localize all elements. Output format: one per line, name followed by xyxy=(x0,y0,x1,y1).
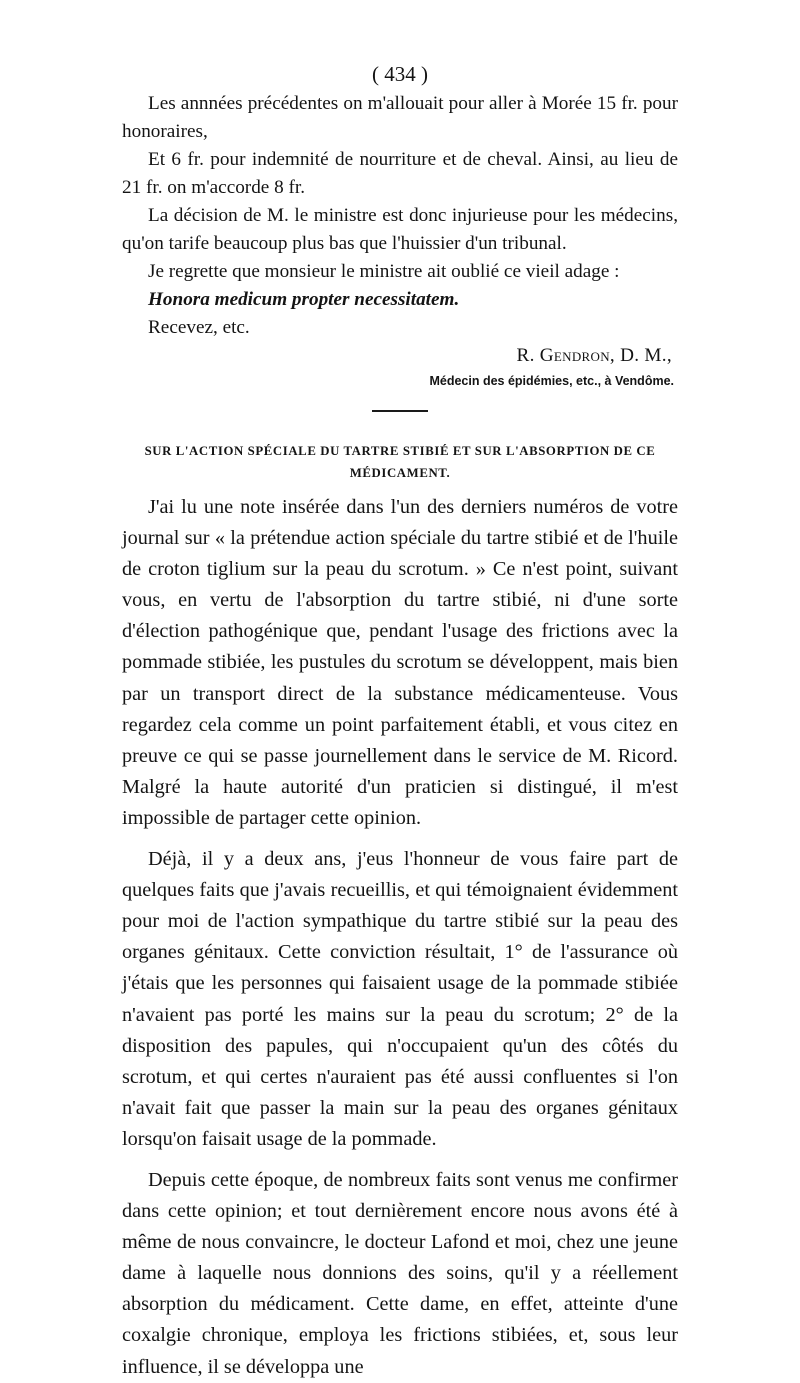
section-divider xyxy=(372,410,428,412)
book-page xyxy=(122,60,678,1383)
letter-paragraph-2: Et 6 fr. pour indemnité de nourriture et de cheval. Ainsi, au lieu de 21 fr. on m'accorde 8 fr. xyxy=(122,149,678,198)
article-paragraph-1: J'ai lu une note insérée dans l'un des derniers numéros de votre journal sur « la prétendue action spéciale du tartre stibié et de l'huile de croton tiglium sur la peau du scrotum. » Ce n'est point, suivant vous, en vertu de l'absorption du tartre stibié, ni d'une sorte d'élection pathogénique que, pendant l'usage des frictions avec la pommade stibiée, les pustules du scrotum se développent, mais bien par un transport direct de la substance médicamenteuse. Vous regardez cela comme un point parfaitement établi, et vous citez en preuve ce qui se passe journellement dans le service de M. Ricord. Malgré la haute autorité d'un praticien si distingué, il m'est impossible de partager cette opinion. xyxy=(122,496,678,829)
page-number: ( 434 ) xyxy=(372,62,428,86)
letter-closing: Recevez, etc. xyxy=(148,317,250,338)
article-paragraph-3: Depuis cette époque, de nombreux faits sont venus me confirmer dans cette opinion; et tout dernièrement encore nous avons été à même de nous convaincre, le docteur Lafond et moi, chez une jeune dame à laquelle nous donnions des soins, qu'il y a réellement absorption du médicament. Cette dame, en effet, atteinte d'une coxalgie chronique, employa les frictions stibiées, et, sous leur influence, il se développa une xyxy=(122,1168,678,1378)
signature-suffix: , D. M., xyxy=(609,345,672,366)
signature xyxy=(122,342,678,370)
letter-paragraph-4: Je regrette que monsieur le ministre ait oublié ce vieil adage : xyxy=(148,261,620,282)
article-heading: SUR L'ACTION SPÉCIALE DU TARTRE STIBIÉ ET SUR L'ABSORPTION DE CE MÉDICAMENT. xyxy=(144,444,656,480)
signature-initial: R. xyxy=(516,345,540,366)
letter-paragraph-3: La décision de M. le ministre est donc injurieuse pour les médecins, qu'on tarife beaucoup plus bas que l'huissier d'un tribunal. xyxy=(122,205,678,254)
letter-paragraph-1: Les annnées précédentes on m'allouait pour aller à Morée 15 fr. pour honoraires, xyxy=(122,93,678,142)
latin-adage-text: Honora medicum propter necessitatem. xyxy=(148,289,460,310)
signature-surname: Gendron xyxy=(539,345,610,366)
article-paragraph-2: Déjà, il y a deux ans, j'eus l'honneur de vous faire part de quelques faits que j'avais recueillis, et qui témoignaient évidemment pour moi de l'action sympathique du tartre stibié sur la peau des organes génitaux. Cette conviction résultait, 1° de l'assurance où j'étais que les personnes qui faisaient usage de la pommade stibiée n'avaient pas porté les mains sur la peau du scrotum; 2° de la disposition des papules, qui n'occupaient qu'un des côtés du scrotum, et qui certes n'auraient pas été aussi confluentes si l'on n'avait fait que passer la main sur la peau des organes génitaux lorsqu'on faisait usage de la pommade. xyxy=(122,848,678,1150)
signature-title: Médecin des épidémies, etc., à Vendôme. xyxy=(429,374,674,388)
latin-adage xyxy=(122,286,678,314)
